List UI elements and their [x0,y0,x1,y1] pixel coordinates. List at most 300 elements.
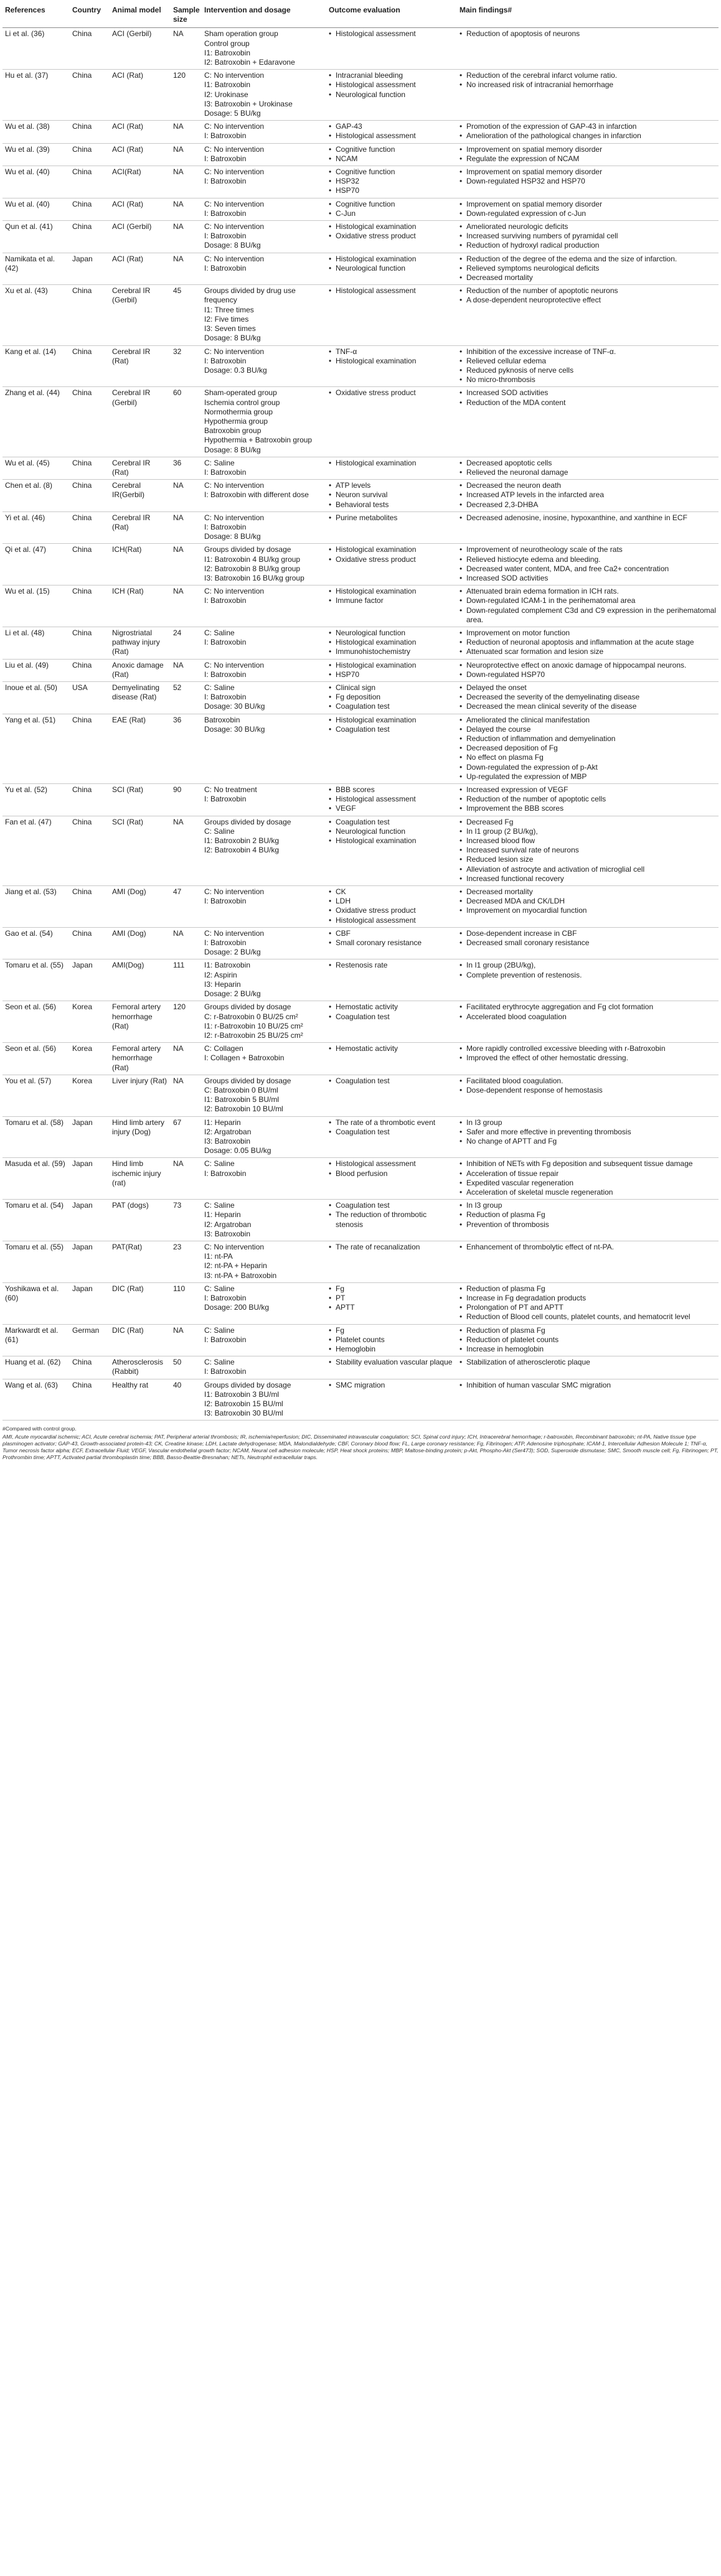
list-item: • Histological assessment [329,80,455,90]
cell-main-findings [457,70,719,121]
intervention-line: C: No intervention [204,71,265,80]
intervention-line: I1: Batroxobin 3 BU/ml [204,1389,280,1399]
cell-animal-model: AMI (Dog) [110,927,171,959]
intervention-line: C: No intervention [204,222,265,231]
list-item: • Neurological function [329,90,455,100]
intervention-line: I2: Five times [204,314,249,324]
table-row [2,28,719,70]
cell-reference: Wu et al. (39) [2,143,70,166]
intervention-line: Hypothermia + Batroxobin group [204,436,313,445]
cell-animal-model: Cerebral IR(Gerbil) [110,480,171,512]
cell-intervention [202,1158,326,1200]
list-item: • Acceleration of tissue repair [459,1169,716,1178]
list-item: • Promotion of the expression of GAP-43 in infarction [459,122,716,131]
intervention-line: C: r-Batroxobin 0 BU/25 cm² [204,1012,298,1021]
cell-country: China [70,586,110,627]
intervention-line: C: Saline [204,1358,235,1367]
cell-animal-model: DIC (Rat) [110,1282,171,1324]
cell-sample-size: 52 [171,682,202,714]
cell-intervention [202,1379,326,1421]
cell-outcome-list [329,545,455,564]
cell-animal-model: Cerebral IR (Rat) [110,345,171,387]
cell-outcome [326,387,457,457]
cell-outcome-list [329,587,455,605]
cell-animal-model: ACI (Rat) [110,70,171,121]
table-row [2,1200,719,1241]
cell-reference: Markwardt et al. (61) [2,1324,70,1356]
intervention-line: I: Batroxobin [204,1367,247,1376]
cell-animal-model: DIC (Rat) [110,1324,171,1356]
cell-country: Japan [70,1200,110,1241]
cell-main-findings [457,28,719,70]
intervention-line: I2: Batroxobin 15 BU/ml [204,1399,283,1409]
cell-outcome [326,959,457,1001]
cell-main-findings [457,1356,719,1379]
cell-main-findings [457,198,719,220]
intervention-line: Batroxobin group [204,426,262,436]
cell-outcome [326,28,457,70]
list-item: • The rate of recanalization [329,1243,455,1252]
cell-sample-size: NA [171,511,202,544]
list-item: • Immune factor [329,596,455,605]
cell-outcome-list [329,929,455,948]
cell-main-findings [457,121,719,143]
cell-main-findings-list [459,818,716,884]
intervention-line: Dosage: 2 BU/kg [204,989,261,999]
cell-sample-size: 36 [171,714,202,783]
cell-main-findings-list [459,71,716,90]
list-item: • Platelet counts [329,1335,455,1345]
table-row [2,1116,719,1158]
list-item: • Increased survival rate of neurons [459,846,716,855]
cell-country: Japan [70,1282,110,1324]
list-item: • Improvement on myocardial function [459,906,716,915]
cell-reference: Huang et al. (62) [2,1356,70,1379]
cell-country: China [70,1356,110,1379]
cell-animal-model: AMI (Dog) [110,886,171,928]
cell-outcome [326,1158,457,1200]
list-item: • Neurological function [329,264,455,273]
list-item: • CBF [329,929,455,938]
cell-animal-model: AMI(Dog) [110,959,171,1001]
cell-sample-size: 111 [171,959,202,1001]
intervention-line: I: Batroxobin [204,1293,247,1302]
table-row [2,166,719,198]
cell-main-findings [457,1043,719,1075]
cell-intervention [202,1282,326,1324]
list-item: • Reduction of the cerebral infarct volume ratio. [459,71,716,80]
intervention-line: C: Saline [204,1284,235,1293]
list-item: • Expedited vascular regeneration [459,1178,716,1188]
cell-sample-size: 110 [171,1282,202,1324]
list-item: • Cognitive function [329,200,455,209]
table-row [2,544,719,586]
cell-outcome [326,285,457,345]
intervention-line: Sham-operated group [204,388,277,398]
cell-main-findings [457,627,719,659]
cell-intervention [202,1324,326,1356]
cell-outcome-list [329,347,455,366]
cell-animal-model: ACI (Gerbil) [110,28,171,70]
cell-country: Japan [70,959,110,1001]
cell-outcome [326,659,457,681]
list-item: • Decreased adenosine, inosine, hypoxanthine, and xanthine in ECF [459,513,716,523]
list-item: • Histological examination [329,638,455,647]
list-item: • Histological examination [329,545,455,554]
list-item: • Down-regulated expression of c-Jun [459,209,716,218]
list-item: • VEGF [329,804,455,813]
intervention-line: Dosage: 0.05 BU/kg [204,1146,271,1155]
table-row [2,143,719,166]
cell-reference: Namikata et al. (42) [2,253,70,285]
cell-country: China [70,387,110,457]
table-row [2,1282,719,1324]
list-item: • Histological assessment [329,286,455,296]
list-item: • Increased ATP levels in the infarcted area [459,490,716,500]
cell-sample-size: NA [171,1043,202,1075]
cell-reference: Wu et al. (40) [2,198,70,220]
cell-sample-size: 23 [171,1241,202,1282]
list-item: • Oxidative stress product [329,231,455,241]
cell-intervention [202,253,326,285]
intervention-line: I: Collagen + Batroxobin [204,1053,285,1063]
cell-outcome [326,70,457,121]
list-item: • C-Jun [329,209,455,218]
cell-sample-size: NA [171,480,202,512]
cell-outcome-list [329,1118,455,1137]
cell-reference: Qi et al. (47) [2,544,70,586]
list-item: • Small coronary resistance [329,938,455,948]
intervention-line: Dosage: 8 BU/kg [204,334,261,343]
table-row [2,253,719,285]
cell-intervention [202,143,326,166]
cell-outcome-list [329,122,455,141]
table-row [2,387,719,457]
cell-outcome [326,784,457,816]
cell-animal-model: Nigrostriatal pathway injury (Rat) [110,627,171,659]
cell-reference: Wu et al. (15) [2,586,70,627]
list-item: • Coagulation test [329,702,455,711]
table-row [2,1241,719,1282]
table-row [2,959,719,1001]
table-row [2,480,719,512]
table-row [2,70,719,121]
cell-sample-size: 60 [171,387,202,457]
cell-reference: Wang et al. (63) [2,1379,70,1421]
list-item: • Inhibition of NETs with Fg deposition and subsequent tissue damage [459,1159,716,1169]
cell-reference: Tomaru et al. (55) [2,959,70,1001]
list-item: • Inhibition of human vascular SMC migration [459,1381,716,1390]
list-item: • Increase in hemoglobin [459,1345,716,1354]
intervention-line: C: Saline [204,826,235,836]
cell-country: Korea [70,1075,110,1116]
cell-intervention [202,627,326,659]
cell-outcome [326,1001,457,1043]
list-item: • Improvement of neurotheology scale of the rats [459,545,716,554]
table-row [2,886,719,928]
intervention-line: I1: nt-PA [204,1252,233,1261]
list-item: • Ameliorated the clinical manifestation [459,716,716,725]
cell-intervention [202,511,326,544]
intervention-line: C: No intervention [204,481,265,490]
intervention-line: Groups divided by dosage [204,1002,291,1012]
intervention-line: Groups divided by dosage [204,817,291,826]
cell-sample-size: NA [171,544,202,586]
cell-reference: Seon et al. (56) [2,1043,70,1075]
list-item: • Fg [329,1326,455,1335]
cell-outcome-list [329,683,455,712]
intervention-line: I1: Batroxobin [204,48,251,57]
cell-sample-size: NA [171,121,202,143]
cell-main-findings-list [459,785,716,814]
intervention-line: C: No intervention [204,887,265,897]
cell-intervention [202,1241,326,1282]
list-item: • Delayed the course [459,725,716,734]
header-references: References [2,4,70,28]
list-item: • Reduction of inflammation and demyelination [459,734,716,744]
list-item: • Histological assessment [329,1159,455,1169]
list-item: • The reduction of thrombotic stenosis [329,1210,455,1229]
cell-sample-size: 120 [171,70,202,121]
table-row [2,1075,719,1116]
list-item: • The rate of a thrombotic event [329,1118,455,1127]
cell-outcome-list [329,1381,455,1390]
list-item: • Cognitive function [329,145,455,154]
cell-intervention [202,70,326,121]
cell-outcome-list [329,1284,455,1313]
list-item: • Decreased apoptotic cells [459,459,716,468]
list-item: • Intracranial bleeding [329,71,455,80]
cell-main-findings [457,1116,719,1158]
cell-outcome-list [329,1159,455,1178]
cell-country: China [70,28,110,70]
intervention-line: Dosage: 2 BU/kg [204,948,261,957]
cell-country: China [70,285,110,345]
list-item: • Reduction of Blood cell counts, platelet counts, and hematocrit level [459,1312,716,1322]
cell-main-findings-list [459,1381,716,1390]
list-item: • Decreased mortality [459,887,716,897]
cell-country: China [70,70,110,121]
list-item: • Safer and more effective in preventing thrombosis [459,1127,716,1137]
intervention-line: I: Batroxobin [204,231,247,241]
intervention-line: I: Batroxobin [204,938,247,948]
cell-main-findings [457,816,719,885]
list-item: • Histological examination [329,836,455,846]
table-row [2,1324,719,1356]
cell-sample-size: NA [171,166,202,198]
intervention-line: I1: Batroxobin [204,80,251,90]
studies-table [2,4,719,1421]
intervention-line: I3: Batroxobin [204,1136,251,1146]
list-item: • Immunohistochemistry [329,647,455,656]
cell-sample-size: 47 [171,886,202,928]
cell-main-findings-list [459,661,716,679]
intervention-line: Dosage: 8 BU/kg [204,532,261,541]
cell-outcome [326,121,457,143]
cell-main-findings [457,285,719,345]
intervention-line: I3: Batroxobin 16 BU/kg group [204,573,304,582]
list-item: • A dose-dependent neuroprotective effect [459,296,716,305]
list-item: • ATP levels [329,481,455,490]
cell-main-findings [457,511,719,544]
list-item: • No change of APTT and Fg [459,1137,716,1146]
cell-reference: Inoue et al. (50) [2,682,70,714]
intervention-line: I1: Batroxobin 4 BU/kg group [204,554,301,564]
cell-outcome-list [329,200,455,218]
cell-outcome [326,511,457,544]
intervention-line: I1: Three times [204,305,254,314]
intervention-line: I2: Batroxobin 8 BU/kg group [204,564,301,573]
cell-animal-model: ACI(Rat) [110,166,171,198]
cell-reference: Tomaru et al. (58) [2,1116,70,1158]
cell-outcome [326,1241,457,1282]
list-item: • In I1 group (2 BU/kg), [459,827,716,836]
cell-intervention [202,28,326,70]
list-item: • Oxidative stress product [329,906,455,915]
cell-outcome-list [329,961,455,970]
cell-main-findings [457,1001,719,1043]
list-item: • In I1 group (2BU/kg), [459,961,716,970]
list-item: • Down-regulated ICAM-1 in the perihematomal area [459,596,716,605]
list-item: • Dose-dependent increase in CBF [459,929,716,938]
cell-reference: Wu et al. (38) [2,121,70,143]
intervention-line: I2: Batroxobin 4 BU/kg [204,846,280,855]
list-item: • Down-regulated complement C3d and C9 expression in the perihematomal area. [459,606,716,625]
cell-country: China [70,511,110,544]
cell-outcome-list [329,222,455,241]
cell-main-findings-list [459,29,716,39]
list-item: • CK [329,887,455,897]
cell-sample-size: 90 [171,784,202,816]
cell-country: China [70,659,110,681]
cell-main-findings [457,784,719,816]
cell-main-findings [457,221,719,253]
cell-outcome-list [329,1201,455,1230]
intervention-line: I1: Batroxobin [204,961,251,970]
list-item: • Hemoglobin [329,1345,455,1354]
cell-reference: Yi et al. (46) [2,511,70,544]
cell-main-findings-list [459,929,716,948]
cell-reference: Yoshikawa et al. (60) [2,1282,70,1324]
list-item: • Increased SOD activities [459,574,716,583]
cell-sample-size: NA [171,221,202,253]
cell-animal-model: Cerebral IR (Gerbil) [110,387,171,457]
cell-main-findings-list [459,286,716,305]
list-item: • Fg [329,1284,455,1294]
cell-outcome-list [329,1076,455,1086]
intervention-line: C: Saline [204,458,235,467]
table-row [2,1379,719,1421]
cell-outcome [326,586,457,627]
list-item: • BBB scores [329,785,455,795]
cell-outcome-list [329,1044,455,1053]
cell-outcome [326,221,457,253]
list-item: • Reduction of plasma Fg [459,1210,716,1220]
list-item: • PT [329,1294,455,1303]
list-item: • Restenosis rate [329,961,455,970]
cell-intervention [202,121,326,143]
cell-reference: Li et al. (48) [2,627,70,659]
intervention-line: I: Batroxobin [204,263,247,273]
cell-animal-model: Liver injury (Rat) [110,1075,171,1116]
intervention-line: C: No intervention [204,254,265,263]
cell-outcome-list [329,254,455,273]
cell-main-findings [457,345,719,387]
cell-outcome [326,143,457,166]
cell-outcome-list [329,1326,455,1355]
header-animal-model: Animal model [110,4,171,28]
intervention-line: I: Batroxobin [204,596,247,605]
table-header-row [2,4,719,28]
intervention-line: Groups divided by dosage [204,1380,291,1389]
list-item: • Stability evaluation vascular plaque [329,1358,455,1367]
cell-animal-model: Hind limb ischemic injury (rat) [110,1158,171,1200]
intervention-line: Hypothermia group [204,416,268,426]
cell-sample-size: 67 [171,1116,202,1158]
cell-outcome-list [329,1358,455,1367]
cell-intervention [202,166,326,198]
intervention-line: Normothermia group [204,407,273,416]
cell-outcome-list [329,887,455,925]
intervention-line: Batroxobin [204,715,240,724]
intervention-line: I: Batroxobin [204,154,247,163]
cell-main-findings [457,1158,719,1200]
cell-main-findings-list [459,459,716,477]
cell-animal-model: Hind limb artery injury (Dog) [110,1116,171,1158]
cell-animal-model: Healthy rat [110,1379,171,1421]
cell-outcome [326,253,457,285]
list-item: • NCAM [329,154,455,164]
list-item: • Histological assessment [329,131,455,141]
cell-country: Japan [70,1241,110,1282]
list-item: • Purine metabolites [329,513,455,523]
cell-outcome-list [329,628,455,657]
intervention-line: C: Batroxobin 0 BU/ml [204,1085,278,1094]
cell-sample-size: NA [171,143,202,166]
list-item: • Attenuated scar formation and lesion size [459,647,716,656]
cell-outcome [326,1356,457,1379]
intervention-line: C: No intervention [204,199,265,208]
table-row [2,285,719,345]
cell-reference: Chen et al. (8) [2,480,70,512]
list-item: • Hemostatic activity [329,1002,455,1012]
list-item: • APTT [329,1303,455,1312]
footnotes [2,1426,719,1461]
intervention-line: I: Batroxobin [204,1335,247,1344]
table-row [2,1356,719,1379]
cell-reference: Gao et al. (54) [2,927,70,959]
cell-outcome [326,1200,457,1241]
list-item: • Histological examination [329,357,455,366]
cell-outcome-list [329,513,455,523]
cell-outcome-list [329,167,455,196]
list-item: • Improvement the BBB scores [459,804,716,813]
cell-main-findings-list [459,716,716,782]
intervention-line: C: Saline [204,1201,235,1210]
header-sample-size: Sample size [171,4,202,28]
table-body [2,28,719,1421]
cell-outcome [326,714,457,783]
cell-main-findings-list [459,513,716,523]
cell-main-findings [457,927,719,959]
cell-outcome [326,682,457,714]
cell-animal-model: ACI (Rat) [110,121,171,143]
table-row [2,1001,719,1043]
cell-intervention [202,659,326,681]
intervention-line: I3: Heparin [204,979,241,989]
intervention-line: C: No intervention [204,1242,265,1251]
cell-reference: Wu et al. (45) [2,457,70,479]
